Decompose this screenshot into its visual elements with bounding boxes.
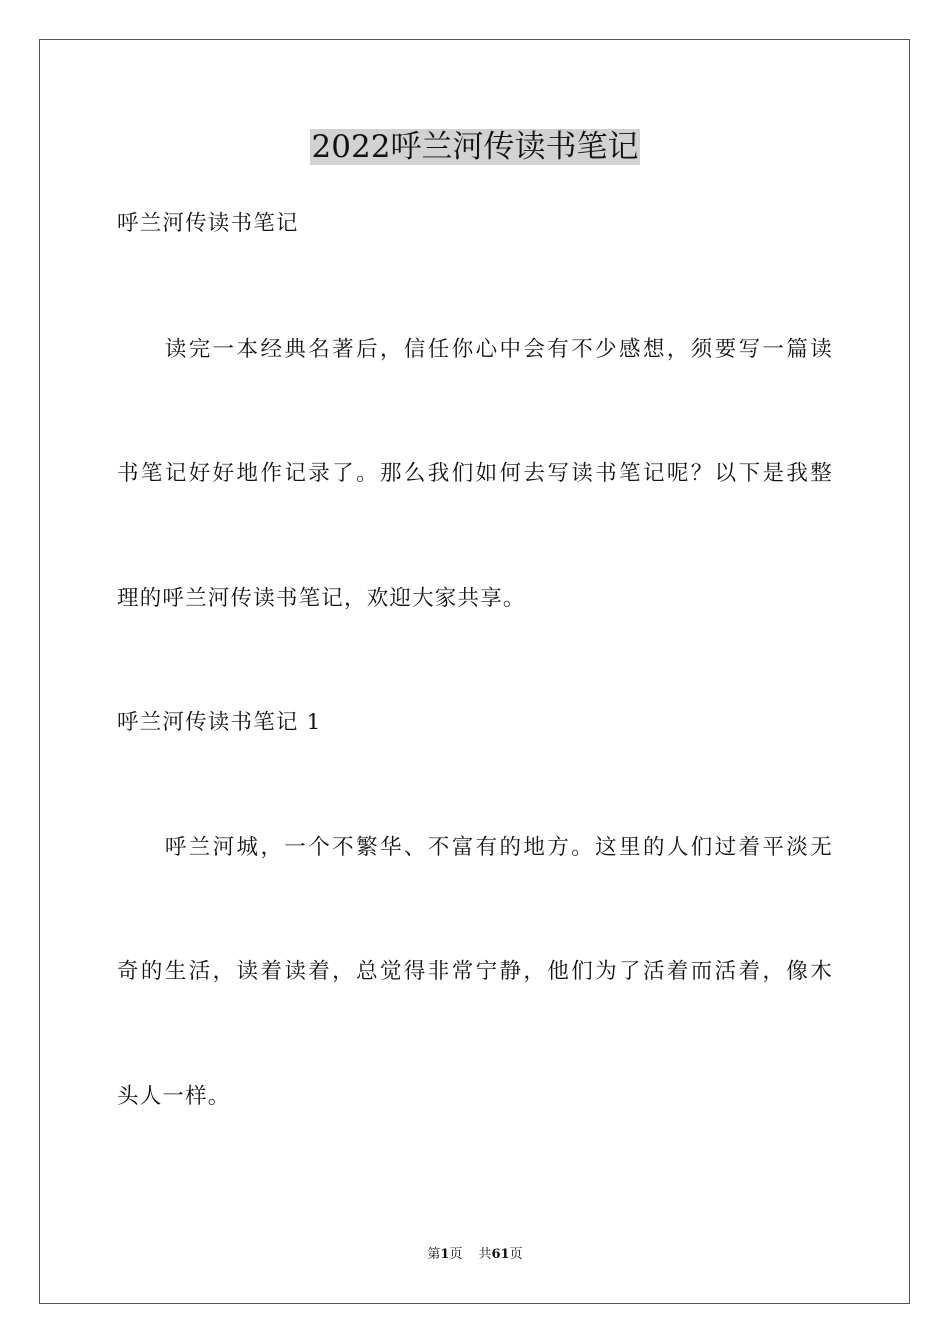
section-1-paragraph-line-1: 呼兰河城，一个不繁华、不富有的地方。这里的人们过着平淡无	[117, 835, 833, 860]
section-1-heading: 呼兰河传读书笔记 1	[117, 710, 322, 735]
section-1-paragraph-line-3: 头人一样。	[117, 1084, 231, 1109]
footer-page-current: 1	[440, 1247, 450, 1262]
footer-page-total: 61	[491, 1247, 510, 1262]
footer-total-prefix: 共	[478, 1247, 492, 1262]
intro-paragraph-line-3: 理的呼兰河传读书笔记，欢迎大家共享。	[117, 586, 526, 611]
page-footer	[0, 1246, 950, 1264]
section-1-paragraph-line-2: 奇的生活，读着读着，总觉得非常宁静，他们为了活着而活着，像木	[117, 959, 833, 984]
footer-page-suffix: 页	[449, 1247, 463, 1262]
intro-paragraph-line-2: 书笔记好好地作记录了。那么我们如何去写读书笔记呢？以下是我整	[117, 461, 833, 486]
footer-total-suffix: 页	[509, 1247, 523, 1262]
intro-paragraph-line-1: 读完一本经典名著后，信任你心中会有不少感想，须要写一篇读	[117, 337, 833, 362]
footer-page-prefix: 第	[427, 1247, 441, 1262]
document-subtitle: 呼兰河传读书笔记	[117, 211, 299, 236]
document-title	[0, 127, 950, 167]
document-title-text: 2022呼兰河传读书笔记	[311, 129, 639, 165]
